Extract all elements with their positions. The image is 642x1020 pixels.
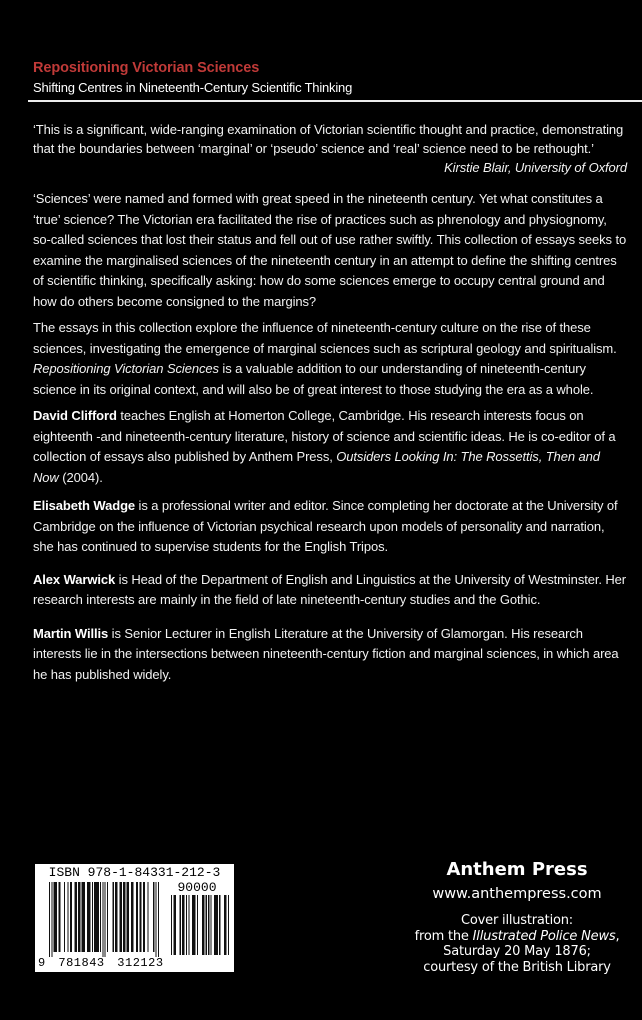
cover-note-line-2-prefix: from the: [414, 928, 473, 944]
contributor-bio-martin-willis: [33, 624, 627, 686]
contributor-name: David Clifford: [33, 408, 117, 423]
cover-note-line-4: courtesy of the British Library: [423, 959, 611, 975]
contributor-bio-text: teaches English at Homerton College, Cambridge. His research interests focus on eighteenth -and nineteenth-century literature, history of science and scientific ideas. He is co-editor of a collection of essays also published by Anthem Press,: [33, 408, 616, 464]
isbn-barcode: [35, 864, 234, 972]
contributor-bio-text: is a professional writer and editor. Since completing her doctorate at the University of Cambridge on the influence of Victorian psychical research upon models of personality and narration, she has continued to supervise students for the English Tripos.: [33, 498, 618, 554]
book-title: Repositioning Victorian Sciences: [33, 60, 260, 76]
contributor-bio-text: is Head of the Department of English and Linguistics at the University of Westminster. Her research interests are mainly in the field of late nineteenth-century studies and the Gothic.: [33, 571, 627, 607]
book-subtitle: Shifting Centres in Nineteenth-Century Scientific Thinking: [33, 80, 353, 95]
contributor-bio-text-after: (2004).: [58, 469, 103, 485]
barcode-supplement-label: 90000: [177, 880, 217, 895]
back-cover-text: [33, 0, 627, 685]
cover-note-line-2-suffix: ,: [615, 928, 620, 944]
contributor-bio-alex-warwick: [33, 570, 627, 611]
review-quote: ‘This is a significant, wide-ranging examination of Victorian scientific thought and practice, demonstrating that the boundaries between ‘marginal’ or ‘pseudo’ science and ‘real’ science need to be rethought.’: [33, 122, 624, 156]
cover-illustration-note: [394, 913, 640, 975]
contributor-name: Elisabeth Wadge: [33, 498, 136, 513]
synopsis-paragraph-2-text: The essays in this collection explore the influence of nineteenth-century culture on the rise of these sciences, investigating the emergence of marginal sciences such as scriptural geology and spiritualism.: [33, 320, 617, 356]
book-reference-italic: Outsiders Looking In: The Rossettis, Then and Now: [33, 449, 600, 485]
isbn-number-label: ISBN 978-1-84331-212-3: [48, 865, 221, 880]
contributor-bio-david-clifford: [33, 406, 627, 488]
synopsis-paragraph-2-text-after: is a valuable addition to our understanding of nineteenth-century science in its original context, and will also be of great interest to those studying the era as a whole.: [33, 361, 594, 397]
review-attribution: Kirstie Blair, University of Oxford: [444, 160, 627, 175]
ean13-digits: 9 781843 312123: [38, 956, 164, 970]
book-title-italic-mention: Repositioning Victorian Sciences: [33, 361, 219, 376]
cover-note-line-1: Cover illustration:: [461, 913, 573, 928]
cover-note-line-3: Saturday 20 May 1876;: [443, 944, 591, 959]
synopsis-paragraph-1: ‘Sciences’ were named and formed with great speed in the nineteenth century. Yet what constitutes a ‘true’ science? The Victorian era facilitated the rise of practices such as phrenology and physiognomy, so-called sciences that lost their status and fell out of use rather swiftly. This collection of essays seeks to examine the marginalised sciences of the nineteenth century in an attempt to define the shifting centres of scientific thinking, specifically asking: how do some sciences emerge to occupy central ground and how do others become consigned to the margins?: [33, 191, 627, 309]
contributor-name: Alex Warwick: [33, 571, 116, 587]
publisher-website: www.anthempress.com: [432, 886, 602, 902]
contributor-bio-elisabeth-wadge: [33, 496, 627, 558]
ean13-barcode-bars: [49, 882, 159, 957]
contributor-name: Martin Willis: [33, 625, 109, 641]
cover-note-line-2: [394, 929, 640, 945]
publisher-block: [394, 860, 640, 975]
synopsis-paragraph-2: [33, 318, 627, 400]
ean5-supplement-bars: [171, 895, 229, 955]
publisher-name: Anthem Press: [446, 859, 588, 880]
illustrated-police-news-italic: Illustrated Police News: [472, 928, 616, 944]
contributor-bio-text: is Senior Lecturer in English Literature at the University of Glamorgan. His research interests lie in the intersections between nineteenth-century fiction and marginal sciences, in which area he has published widely.: [33, 625, 619, 682]
